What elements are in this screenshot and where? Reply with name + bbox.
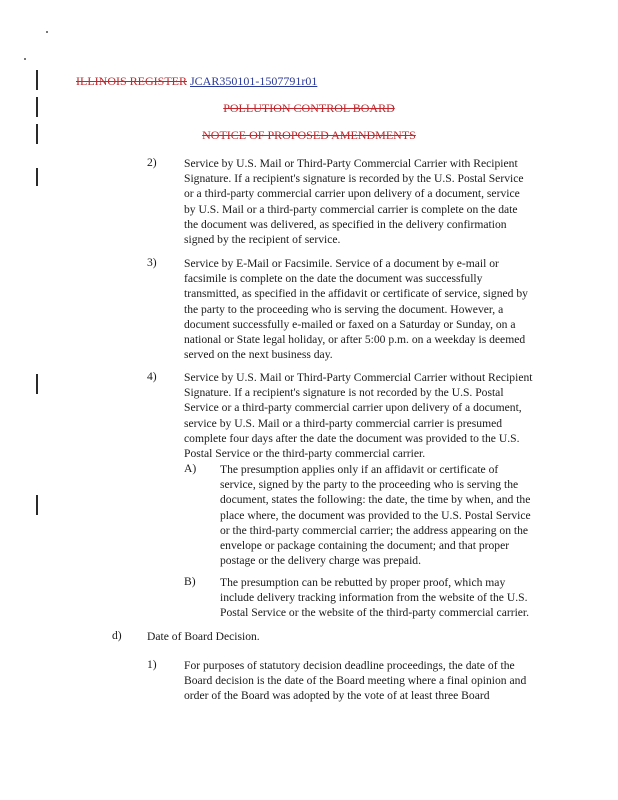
text-line: complete four days after the date the document was provided to the U.S. (184, 431, 520, 445)
text-line: Board decision is the date of the Board meeting where a final opinion and (184, 674, 527, 688)
text-line: include delivery tracking information from the website of the U.S. (220, 591, 528, 605)
text-line: Signature. If a recipient's signature is recorded by the U.S. Postal Service (184, 172, 524, 186)
item-number: 2) (147, 156, 157, 169)
change-bar (36, 374, 38, 394)
item-number: A) (184, 462, 197, 475)
text-line: order of the Board was adopted by the vote of at least three Board (184, 689, 490, 703)
text-line: Service or a third-party commercial carrier upon delivery of a document, (184, 401, 522, 415)
item-number: d) (112, 629, 122, 642)
text-line: envelope or package containing the document; and that proper (220, 539, 510, 553)
text-line: signed by the recipient of service. (184, 233, 341, 247)
text-line: national or State legal holiday, or after 5:00 p.m. on a weekday is deemed (184, 333, 526, 347)
change-bar (36, 168, 38, 186)
text-line: by U.S. Mail or a third-party commercial carrier is complete on the date (184, 202, 518, 216)
text-line: Service by U.S. Mail or Third-Party Commercial Carrier without Recipient (184, 371, 533, 384)
text-line: For purposes of statutory decision deadline proceedings, the date of the (184, 659, 515, 672)
text-line: Service by U.S. Mail or Third-Party Commercial Carrier with Recipient (184, 157, 518, 170)
text-line: the document was delivered, as specified in the delivery confirmation (184, 217, 507, 231)
paragraph-item-3 (184, 256, 594, 362)
register-header (76, 74, 317, 89)
text-line: service, signed by the party to the proceeding who is serving the (220, 478, 519, 492)
text-line: postage or the delivery charge was prepaid. (220, 554, 421, 568)
item-number: 4) (147, 370, 157, 383)
change-bar (36, 70, 38, 90)
scan-speck (24, 58, 26, 60)
notice-title: NOTICE OF PROPOSED AMENDMENTS (202, 128, 416, 142)
text-line: Postal Service or the website of the third-party commercial carrier. (220, 606, 530, 620)
text-line: Postal Service or the third-party commercial carrier. (184, 447, 426, 461)
text-line: Service by E-Mail or Facsimile. Service of a document by e-mail or (184, 257, 499, 270)
text-line: The presumption can be rebutted by proper proof, which may (220, 576, 506, 589)
text-line: document successfully e-mailed or faxed on a Saturday or Sunday, on a (184, 317, 516, 331)
text-line: the party to the proceeding who is serving the document. However, a (184, 302, 504, 316)
text-line: transmitted, as specified in the affidavit or certificate of service, signed by (184, 287, 528, 301)
paragraph-item-1 (184, 658, 594, 704)
text-line: served on the next business day. (184, 348, 333, 362)
text-line: or a third-party commercial carrier upon delivery of a document, service (184, 187, 520, 201)
text-line: The presumption applies only if an affidavit or certificate of (220, 463, 499, 476)
section-heading: Date of Board Decision. (147, 630, 260, 643)
text-line: Signature. If a recipient's signature is not recorded by the U.S. Postal (184, 386, 504, 400)
change-bar (36, 495, 38, 515)
text-line: service by U.S. Mail or a third-party commercial carrier is presumed (184, 416, 503, 430)
paragraph-item-4 (184, 370, 594, 461)
item-number: 3) (147, 256, 157, 269)
register-label: ILLINOIS REGISTER (76, 74, 187, 88)
text-line: or the third-party commercial carrier; the address appearing on the (220, 523, 529, 537)
item-number: B) (184, 575, 196, 588)
text-line: facsimile is complete on the date the document was successfully (184, 272, 483, 286)
paragraph-item-2 (184, 156, 594, 247)
item-number: 1) (147, 658, 157, 671)
scan-speck (46, 31, 48, 33)
text-line: document, states the following: the date, the time by when, and the (220, 493, 531, 507)
paragraph-item-a (220, 462, 605, 568)
register-code: JCAR350101-1507791r01 (190, 74, 318, 88)
text-line: place where, the document was provided to the U.S. Postal Service (220, 508, 531, 522)
board-title: POLLUTION CONTROL BOARD (223, 101, 395, 115)
paragraph-item-b (220, 575, 605, 621)
